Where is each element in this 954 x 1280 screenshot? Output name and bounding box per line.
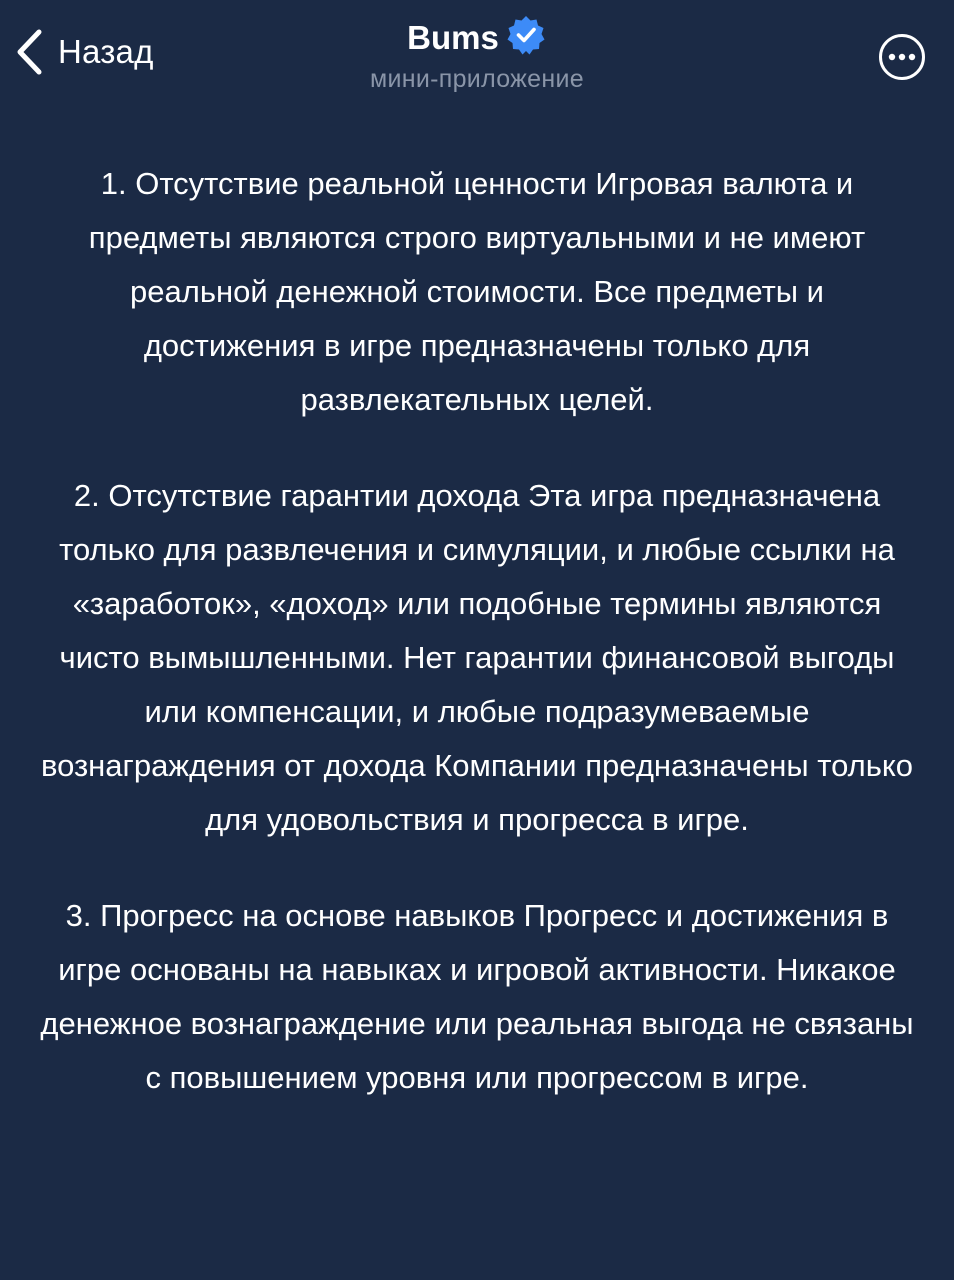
terms-paragraph-3: 3. Прогресс на основе навыков Прогресс и достижения в игре основаны на навыках и игровой активности. Никакое денежное вознаграждение или реальная выгода не связаны с повышением уровня или прогрессом в игре. [40, 898, 914, 1095]
title-block [0, 14, 954, 94]
back-label: Назад [58, 33, 154, 70]
terms-content [40, 157, 914, 1147]
more-options-button[interactable] [878, 33, 926, 81]
terms-paragraph-1: 1. Отсутствие реальной ценности Игровая валюта и предметы являются строго виртуальными и не имеют реальной денежной стоимости. Все предметы и достижения в игре предназначены только для развлекательных целей. [88, 166, 866, 417]
verified-badge-icon [505, 14, 547, 61]
more-options-icon [878, 33, 926, 81]
terms-paragraph-2: 2. Отсутствие гарантии дохода Эта игра предназначена только для развлечения и симуляции, и любые ссылки на «заработок», «доход» или подобные термины являются чисто вымышленными. Нет гарантии финансовой выгоды или компенсации, и любые подразумеваемые вознаграждения от дохода Компании предназначены только для удовольствия и прогресса в игре. [40, 478, 914, 837]
top-bar [0, 0, 954, 120]
page-subtitle: мини-приложение [370, 65, 584, 93]
page-title: Bums [407, 18, 499, 56]
